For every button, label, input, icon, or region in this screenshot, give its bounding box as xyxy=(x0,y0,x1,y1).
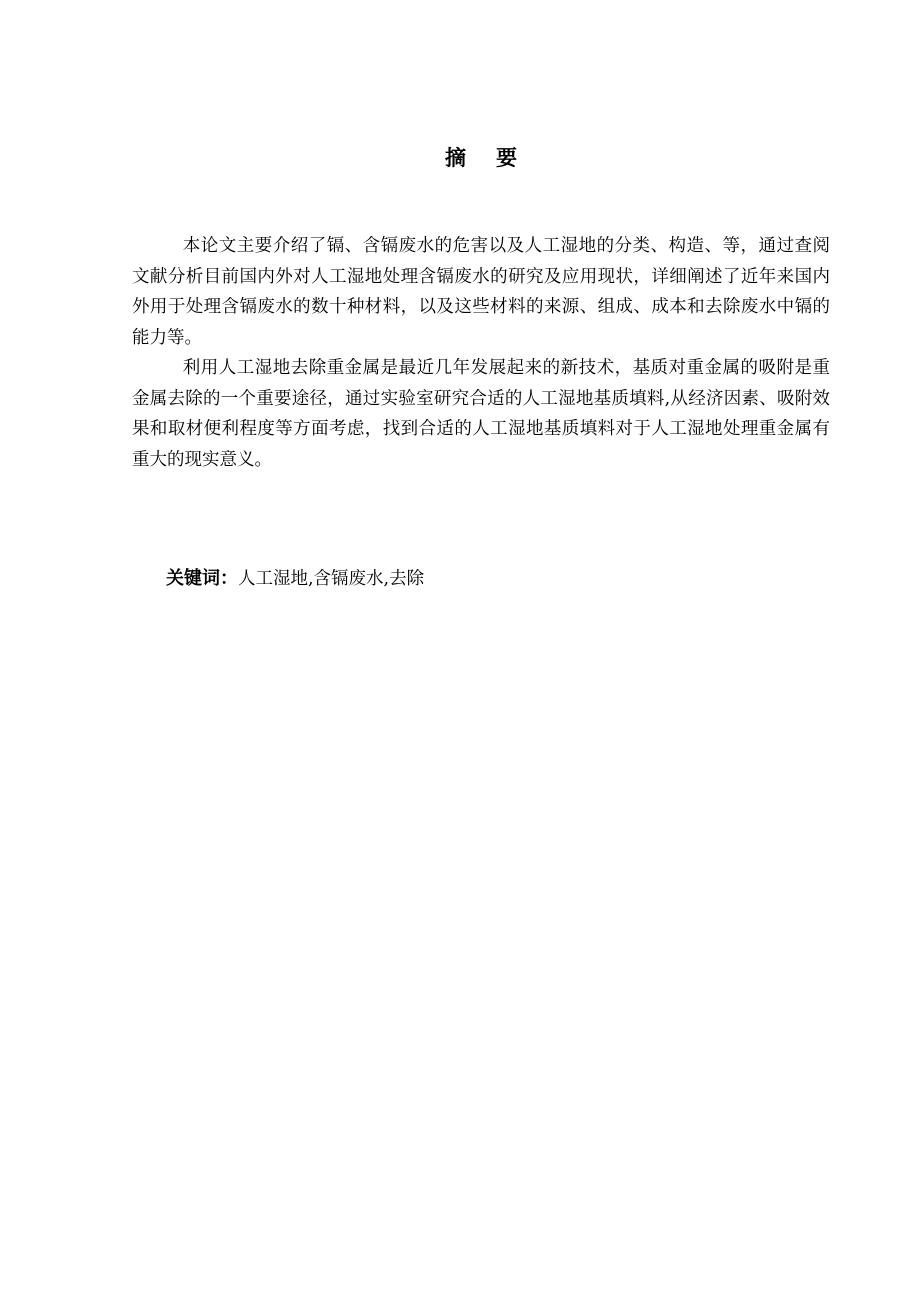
abstract-body xyxy=(132,231,830,475)
keywords-line xyxy=(166,564,424,594)
abstract-title xyxy=(0,143,920,173)
keywords-label: 关键词： xyxy=(166,568,238,589)
abstract-paragraph-1: 本论文主要介绍了镉、含镉废水的危害以及人工湿地的分类、构造、等，通过查阅文献分析目前国内外对人工湿地处理含镉废水的研究及应用现状，详细阐述了近年来国内外用于处理含镉废水的数十种材料，以及这些材料的来源、组成、成本和去除废水中镉的能力等。 xyxy=(132,236,830,348)
keywords-value: 人工湿地,含镉废水,去除 xyxy=(238,569,425,589)
abstract-title-char-1: 摘 xyxy=(445,146,466,170)
abstract-paragraph-2: 利用人工湿地去除重金属是最近几年发展起来的新技术，基质对重金属的吸附是重金属去除的一个重要途径，通过实验室研究合适的人工湿地基质填料,从经济因素、吸附效果和取材便利程度等方面考虑，找到合适的人工湿地基质填料对于人工湿地处理重金属有重大的现实意义。 xyxy=(132,358,830,470)
abstract-title-char-2: 要 xyxy=(496,146,517,170)
